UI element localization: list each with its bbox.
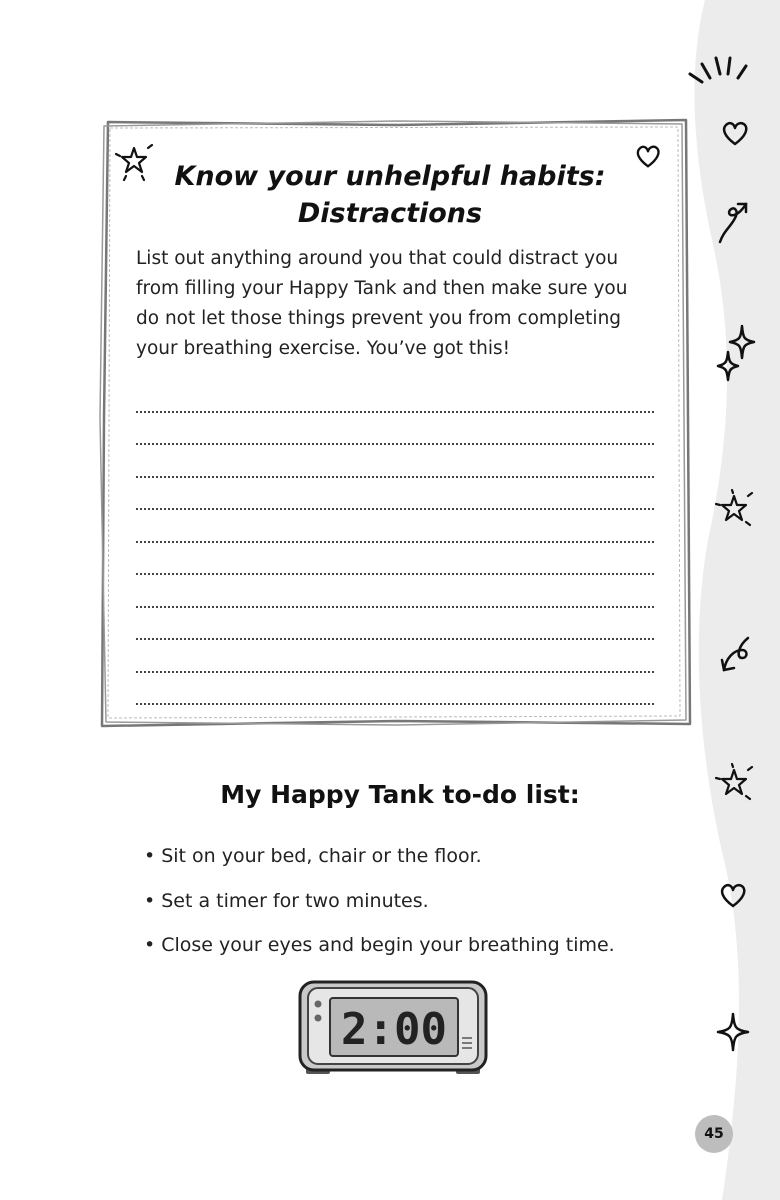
writing-line[interactable] <box>136 575 654 608</box>
writing-lines <box>136 380 654 705</box>
bullet-icon: • <box>144 934 156 956</box>
todo-list <box>144 834 615 968</box>
activity-instructions: List out anything around you that could distract you from filling your Happy Tank and then make sure you do not let those things prevent you from completing your breathing exercise. You’ve got this! <box>136 248 628 359</box>
todo-item <box>144 834 615 879</box>
writing-line[interactable] <box>136 380 654 413</box>
curly-arrow-icon <box>714 196 754 248</box>
todo-item-text: Sit on your bed, chair or the floor. <box>161 845 482 867</box>
todo-item-text: Set a timer for two minutes. <box>161 889 429 912</box>
writing-line[interactable] <box>136 640 654 673</box>
alarm-clock-illustration <box>298 978 488 1078</box>
todo-item-text: Close your eyes and begin your breathing time. <box>161 934 615 956</box>
writing-line[interactable] <box>136 413 654 446</box>
bullet-icon: • <box>144 889 156 912</box>
bullet-icon: • <box>144 845 156 867</box>
loop-arrow-icon <box>716 632 756 674</box>
clock-display: 2:00 <box>341 1004 447 1055</box>
todo-item <box>144 879 615 924</box>
writing-line[interactable] <box>136 673 654 706</box>
writing-line[interactable] <box>136 608 654 641</box>
sparkle-icon <box>716 1012 750 1052</box>
writing-line[interactable] <box>136 445 654 478</box>
heart-icon <box>720 118 750 148</box>
sparkle-lines-icon <box>684 52 754 92</box>
star-icon <box>712 488 756 528</box>
todo-title: My Happy Tank to-do list: <box>220 780 580 809</box>
activity-title-line-1: Know your unhelpful habits: <box>174 161 606 192</box>
writing-line[interactable] <box>136 510 654 543</box>
star-icon <box>712 762 756 802</box>
sparkle-icon <box>714 322 758 382</box>
heart-icon <box>718 880 748 910</box>
writing-line[interactable] <box>136 543 654 576</box>
activity-title-line-2: Distractions <box>297 198 483 229</box>
todo-item <box>144 923 615 968</box>
page-number: 45 <box>695 1115 733 1153</box>
writing-line[interactable] <box>136 478 654 511</box>
activity-title <box>140 158 640 232</box>
